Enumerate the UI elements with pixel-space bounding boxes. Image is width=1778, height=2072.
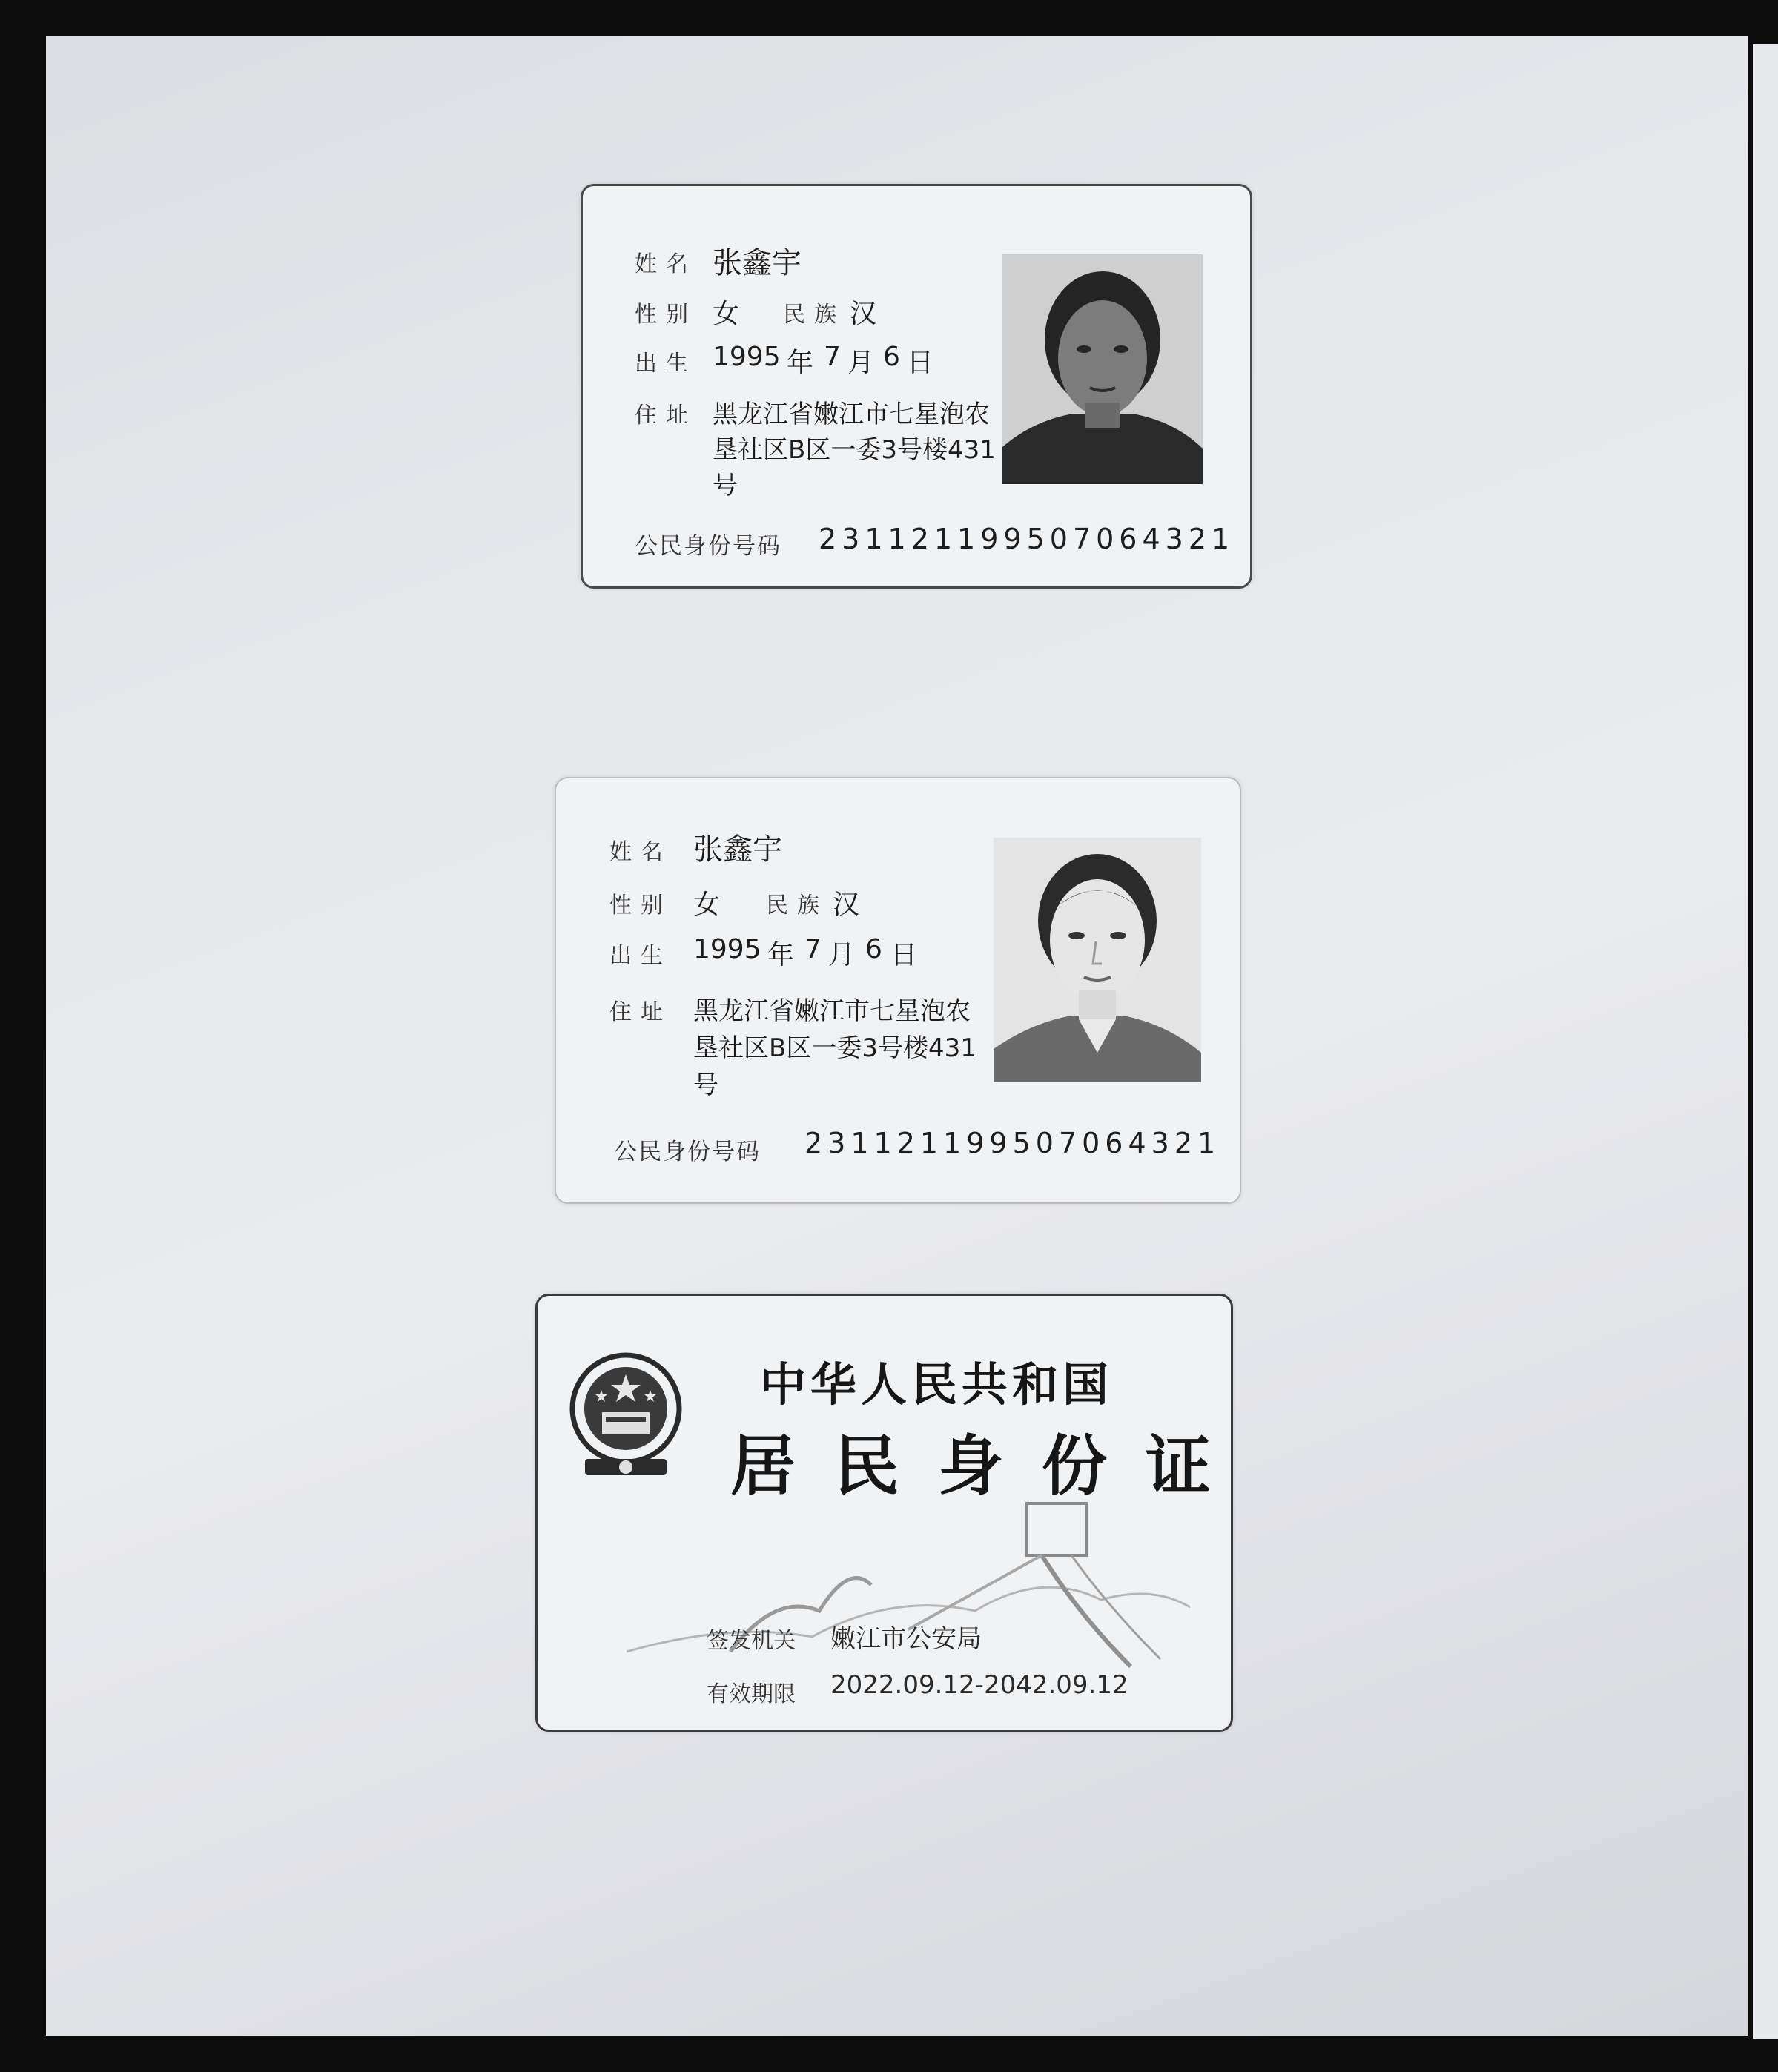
name-value: 张鑫宇 — [713, 246, 802, 280]
portrait-photo — [994, 838, 1201, 1082]
address-line-1: 黑龙江省嫩江市七星泡农 — [693, 996, 971, 1026]
month-unit: 月 — [828, 940, 856, 970]
year-unit: 年 — [767, 940, 795, 970]
address-line-2: 垦社区B区一委3号楼431 — [713, 435, 996, 465]
name-label: 姓名 — [635, 251, 697, 277]
birth-label: 出生 — [609, 943, 672, 969]
year-unit: 年 — [787, 348, 814, 378]
birth-month: 7 — [804, 934, 822, 964]
birth-year: 1995 — [693, 934, 761, 964]
address-line-1: 黑龙江省嫩江市七星泡农 — [713, 400, 990, 429]
birth-month: 7 — [824, 342, 841, 372]
address-label: 住址 — [609, 999, 672, 1025]
validity-value: 2022.09.12-2042.09.12 — [830, 1670, 1128, 1700]
ethnicity-label: 民族 — [766, 893, 828, 919]
authority-label: 签发机关 — [707, 1628, 796, 1654]
birth-year: 1995 — [713, 342, 781, 372]
day-unit: 日 — [907, 348, 934, 378]
day-unit: 日 — [890, 940, 918, 970]
id-number-value: 231121199507064321 — [804, 1127, 1221, 1159]
portrait-image — [1002, 254, 1203, 484]
id-number-value: 231121199507064321 — [819, 523, 1235, 555]
id-card-front-2 — [555, 777, 1241, 1204]
birth-day: 6 — [883, 342, 900, 372]
name-value: 张鑫宇 — [693, 833, 782, 867]
id-number-label: 公民身份号码 — [635, 533, 781, 560]
sex-label: 性别 — [635, 302, 697, 328]
address-line-2: 垦社区B区一委3号楼431 — [693, 1033, 976, 1063]
sex-value: 女 — [713, 299, 740, 329]
paper-edge — [1753, 44, 1778, 2039]
portrait-photo — [1002, 254, 1203, 484]
address-line-3: 号 — [713, 471, 738, 500]
id-number-label: 公民身份号码 — [614, 1139, 761, 1165]
validity-label: 有效期限 — [707, 1681, 796, 1707]
country-title: 中华人民共和国 — [760, 1357, 1114, 1411]
month-unit: 月 — [847, 348, 875, 378]
ethnicity-value: 汉 — [850, 299, 877, 329]
address-label: 住址 — [635, 403, 697, 428]
birth-day: 6 — [865, 934, 882, 964]
sex-label: 性别 — [609, 893, 672, 919]
id-card-front-1 — [581, 184, 1252, 589]
address-line-3: 号 — [693, 1070, 718, 1100]
sex-value: 女 — [693, 890, 721, 920]
birth-label: 出生 — [635, 351, 697, 377]
national-emblem-icon — [569, 1349, 684, 1481]
id-card-back — [535, 1294, 1250, 1732]
card-title: 居民身份证 — [730, 1427, 1250, 1504]
ethnicity-label: 民族 — [783, 302, 845, 328]
portrait-image — [994, 838, 1201, 1082]
authority-value: 嫩江市公安局 — [830, 1624, 982, 1654]
name-label: 姓名 — [609, 839, 672, 865]
ethnicity-value: 汉 — [833, 890, 860, 920]
